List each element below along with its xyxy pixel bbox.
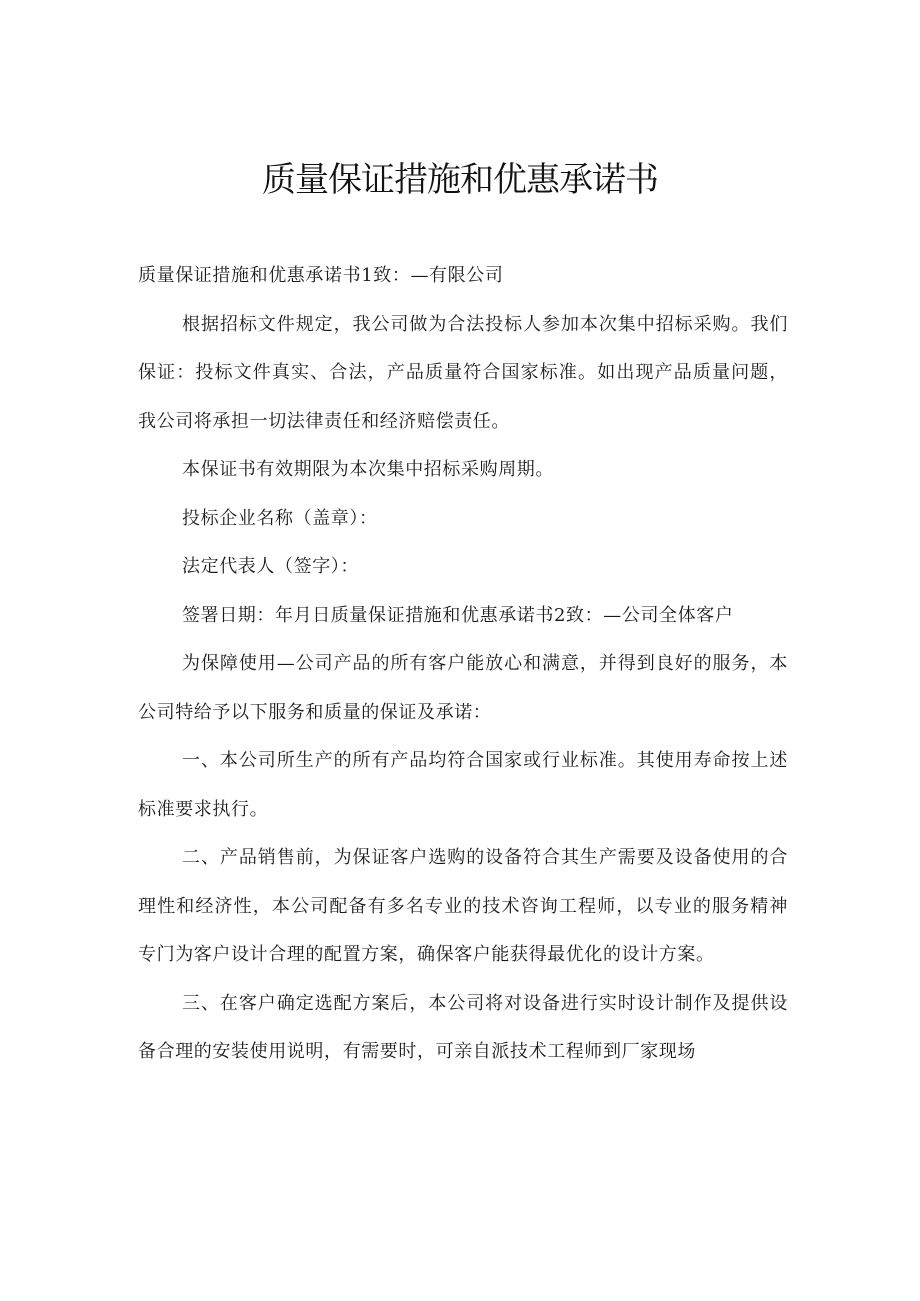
paragraph-item-2: 二、产品销售前，为保证客户选购的设备符合其生产需要及设备使用的合理性和经济性，本公司配备有多名专业的技术咨询工程师，以专业的服务精神专门为客户设计合理的配置方案，确保客户能获得最优化的设计方案。 xyxy=(138,847,788,965)
paragraph-service-intro: 为保障使用—公司产品的所有客户能放心和满意，并得到良好的服务，本公司特给予以下服务和质量的保证及承诺： xyxy=(138,653,788,723)
paragraph-validity: 本保证书有效期限为本次集中招标采购周期。 xyxy=(182,459,554,480)
document-title: 质量保证措施和优惠承诺书 xyxy=(262,160,658,200)
paragraph-signing-date: 签署日期：年月日质量保证措施和优惠承诺书2致：—公司全体客户 xyxy=(182,604,734,626)
paragraph-company-name: 投标企业名称（盖章）： xyxy=(182,507,378,529)
paragraph-item-3: 三、在客户确定选配方案后，本公司将对设备进行实时设计制作及提供设备合理的安装使用说明，有需要时，可亲自派技术工程师到厂家现场 xyxy=(138,992,788,1062)
paragraph-guarantee: 根据招标文件规定，我公司做为合法投标人参加本次集中招标采购。我们保证：投标文件真实、合法，产品质量符合国家标准。如出现产品质量问题，我公司将承担一切法律责任和经济赔偿责任。 xyxy=(138,313,788,432)
paragraph-legal-representative: 法定代表人（签字）： xyxy=(182,556,359,577)
document-body xyxy=(138,252,788,1077)
paragraph-item-1: 一、本公司所生产的所有产品均符合国家或行业标准。其使用寿命按上述标准要求执行。 xyxy=(138,750,788,820)
paragraph-recipient-1: 质量保证措施和优惠承诺书1致：—有限公司 xyxy=(138,265,504,286)
